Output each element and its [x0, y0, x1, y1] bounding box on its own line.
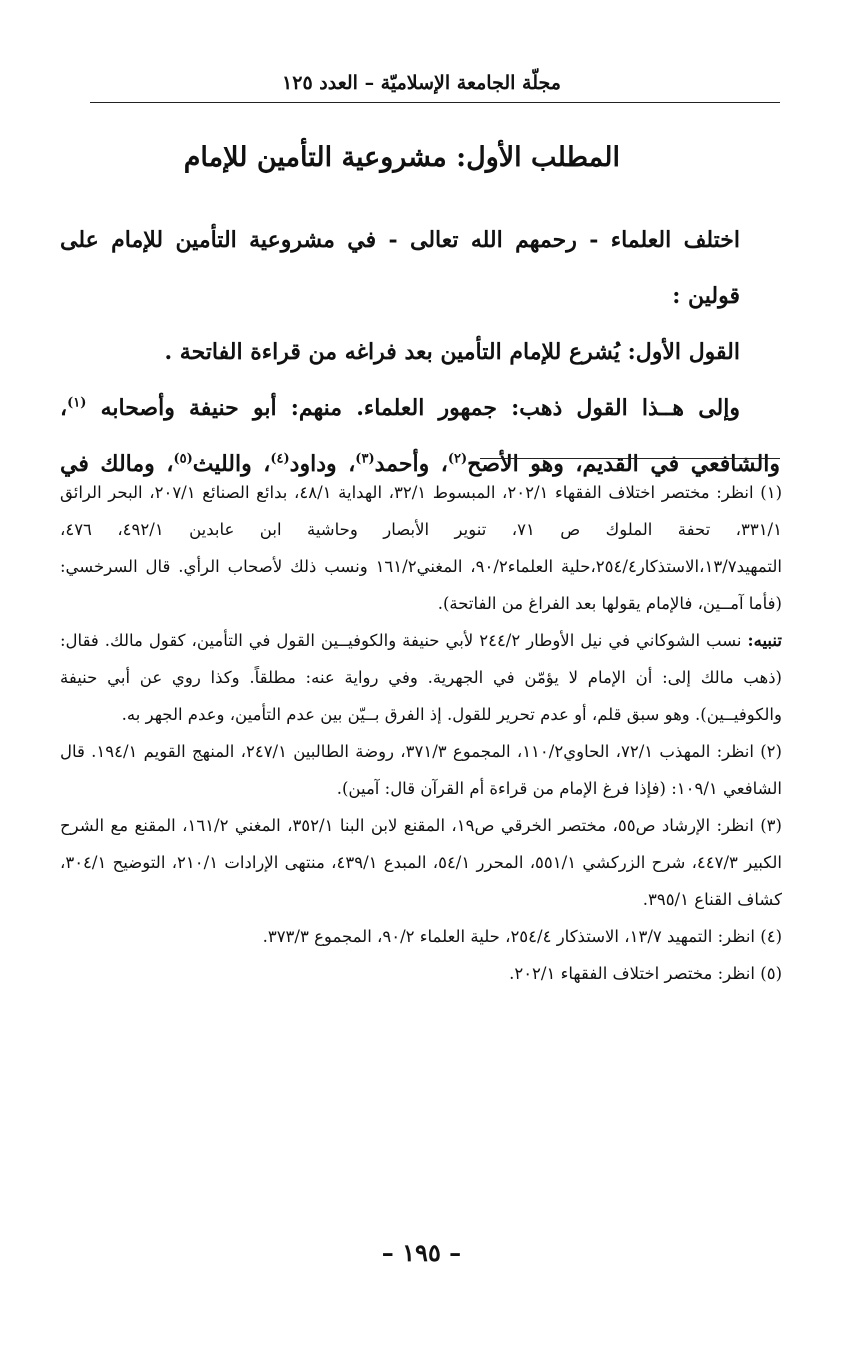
- footnote-2-text: انظر: المهذب ٧٢/١، الحاوي١١٠/٢، المجموع ٣٧١/٣، روضة الطالبين ٢٤٧/١، المنهج القويم ١٩٤/١. قال الشافعي ١٠٩/١: (فإذا فرغ الإمام من قراءة أم القرآن قال: آمين).: [60, 742, 782, 798]
- line4-part-d: ، والليث: [192, 451, 271, 477]
- footnote-5: [60, 955, 782, 992]
- line4-part-e: ، ومالك في: [60, 451, 174, 477]
- line4-part-a: والشافعي في القديم، وهو الأصح: [467, 451, 780, 477]
- header-divider: [90, 102, 780, 103]
- section-title: المطلب الأول: مشروعية التأمين للإمام: [183, 142, 620, 173]
- scholars-line-comma: ،: [60, 395, 68, 421]
- line4-part-c: ، وداود: [289, 451, 356, 477]
- note-text: نسب الشوكاني في نيل الأوطار ٢٤٤/٢ لأبي حنيفة والكوفيــين القول في التأمين، كقول مالك. فقال: (ذهب مالك إلى: أن الإمام لا يؤمّن في الجهرية. وفي رواية عنه: مطلقاً. وكذا روي عن أبي حنيفة والكوفيــين). وهو سبق قلم، أو عدم تحرير للقول. إذ الفرق بــيّن بين عدم التأمين، وعدم الجهر به.: [60, 631, 782, 724]
- first-opinion-paragraph: القول الأول: يُشرع للإمام التأمين بعد فراغه من قراءة الفاتحة .: [164, 339, 740, 365]
- footnote-3-text: انظر: الإرشاد ص٥٥، مختصر الخرقي ص١٩، المقنع لابن البنا ٣٥٢/١، المغني ١٦١/٢، المقنع مع الشرح الكبير ٤٤٧/٣، شرح الزركشي ٥٥١/١، المحرر ٥٤/١، المبدع ٤٣٩/١، منتهى الإرادات ٢١٠/١، التوضيح ٣٠٤/١، كشاف القناع ٣٩٥/١.: [60, 816, 783, 909]
- running-header: مجلّة الجامعة الإسلاميّة – العدد ١٢٥: [282, 72, 561, 94]
- footnote-2: [60, 733, 782, 807]
- footnote-ref-1[interactable]: (١): [67, 395, 87, 411]
- footnote-4: [60, 918, 782, 955]
- footnote-5-number: (٥): [760, 964, 782, 983]
- footnote-1: [60, 474, 782, 622]
- footnote-divider: [480, 458, 780, 459]
- footnote-2-number: (٢): [760, 742, 782, 761]
- line4-part-b: ، وأحمد: [374, 451, 448, 477]
- scholars-line-text: وإلى هــذا القول ذهب: جمهور العلماء. منهم: أبو حنيفة وأصحابه: [100, 395, 740, 421]
- footnote-ref-2[interactable]: (٢): [447, 451, 468, 467]
- footnote-3: [60, 807, 782, 918]
- footnote-5-text: انظر: مختصر اختلاف الفقهاء ٢٠٢/١.: [509, 964, 755, 983]
- intro-paragraph: اختلف العلماء - رحمهم الله تعالى - في مشروعية التأمين للإمام على قولين :: [60, 227, 740, 309]
- footnote-1-number: (١): [760, 483, 782, 502]
- page-number: – ١٩٥ –: [381, 1238, 462, 1267]
- scholars-line: [60, 380, 780, 436]
- footnote-ref-3[interactable]: (٣): [355, 451, 375, 467]
- footnote-ref-4[interactable]: (٤): [270, 451, 290, 467]
- footnote-ref-5[interactable]: (٥): [173, 451, 193, 467]
- footnote-4-number: (٤): [760, 927, 782, 946]
- footnotes-section: [60, 474, 782, 992]
- footnote-note: [60, 622, 782, 733]
- footnote-4-text: انظر: التمهيد ١٣/٧، الاستذكار ٢٥٤/٤، حلية العلماء ٩٠/٢، المجموع ٣٧٣/٣.: [262, 927, 755, 946]
- footnote-1-text: انظر: مختصر اختلاف الفقهاء ٢٠٢/١، المبسوط ٣٢/١، الهداية ٤٨/١، بدائع الصنائع ٢٠٧/١، البحر الرائق ٣٣١/١، تحفة الملوك ص ٧١، تنوير الأبصار وحاشية ابن عابدين ٤٩٢/١، ٤٧٦، التمهيد١٣/٧،الاستذكار٢٥٤/٤،حلية العلماء٩٠/٢، المغني١٦١/٢ ونسب ذلك لأصحاب الرأي. قال السرخسي: (فأما آمــين، فالإمام يقولها بعد الفراغ من الفاتحة).: [60, 483, 782, 613]
- footnote-3-number: (٣): [760, 816, 782, 835]
- note-label: تنبيه:: [747, 631, 782, 650]
- main-body: [60, 212, 780, 492]
